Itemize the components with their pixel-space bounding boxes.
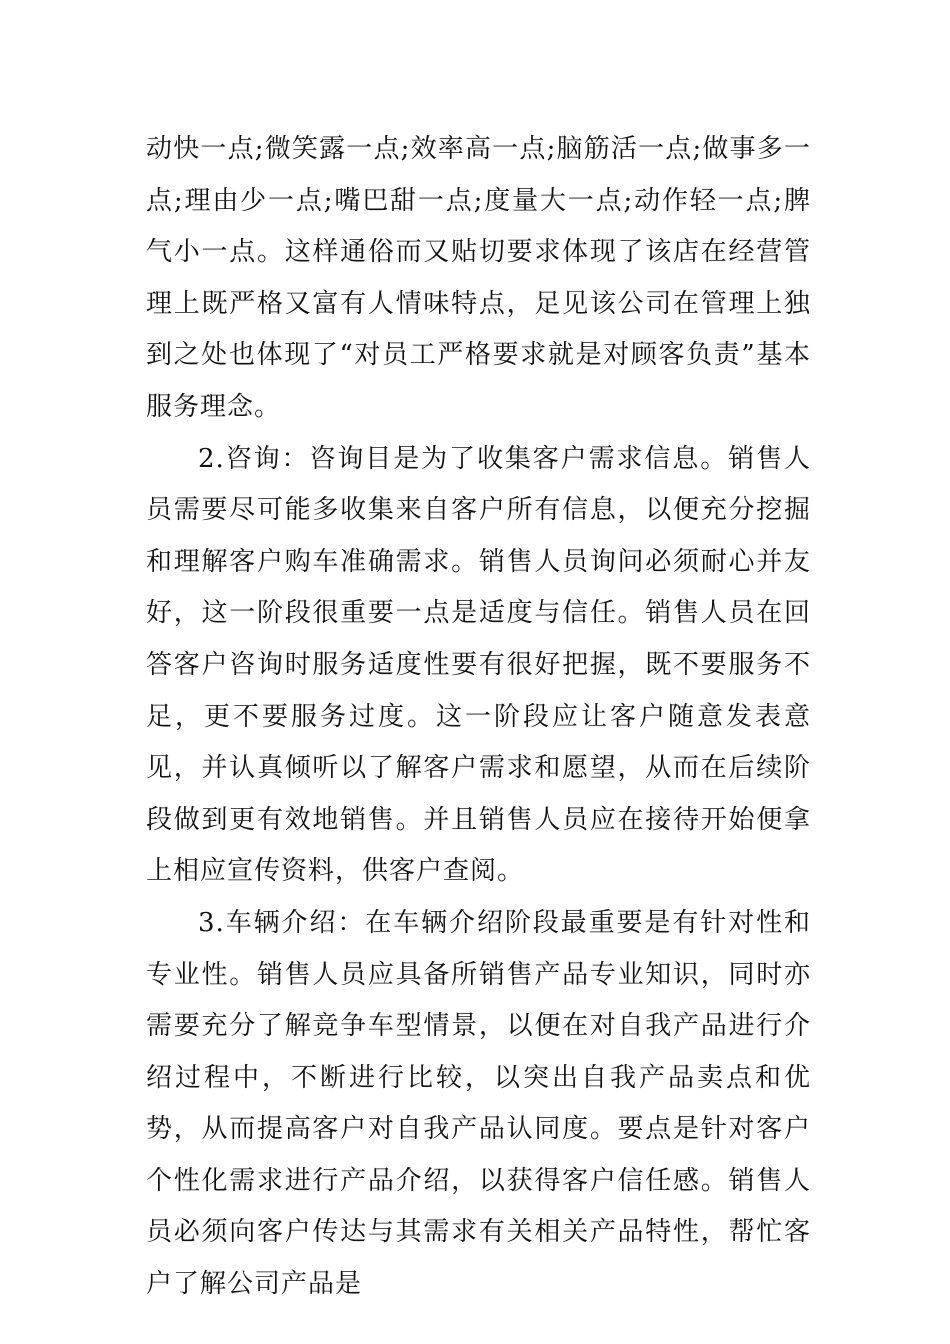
paragraph-continuation: 动快一点;微笑露一点;效率高一点;脑筋活一点;做事多一点;理由少一点;嘴巴甜一点;度量大一点;动作轻一点;脾气小一点。这样通俗而又贴切要求体现了该店在经营管理上既严格又富有人情味特点，足见该公司在管理上独到之处也体现了“对员工严格要求就是对顾客负责”基本服务理念。: [146, 134, 811, 422]
paragraph-vehicle-introduction: 3.车辆介绍：在车辆介绍阶段最重要是有针对性和专业性。销售人员应具备所销售产品专业知识，同时亦需要充分了解竞争车型情景，以便在对自我产品进行介绍过程中，不断进行比较，以突出自我产品卖点和优势，从而提高客户对自我产品认同度。要点是针对客户个性化需求进行产品介绍，以获得客户信任感。销售人员必须向客户传达与其需求有关相关产品特性，帮忙客户了解公司产品是: [146, 907, 811, 1300]
document-body: [146, 124, 811, 1311]
paragraph-consultation: 2.咨询：咨询目是为了收集客户需求信息。销售人员需要尽可能多收集来自客户所有信息，以便充分挖掘和理解客户购车准确需求。销售人员询问必须耐心并友好，这一阶段很重要一点是适度与信任。销售人员在回答客户咨询时服务适度性要有很好把握，既不要服务不足，更不要服务过度。这一阶段应让客户随意发表意见，并认真倾听以了解客户需求和愿望，从而在后续阶段做到更有效地销售。并且销售人员应在接待开始便拿上相应宣传资料，供客户查阅。: [146, 443, 811, 887]
